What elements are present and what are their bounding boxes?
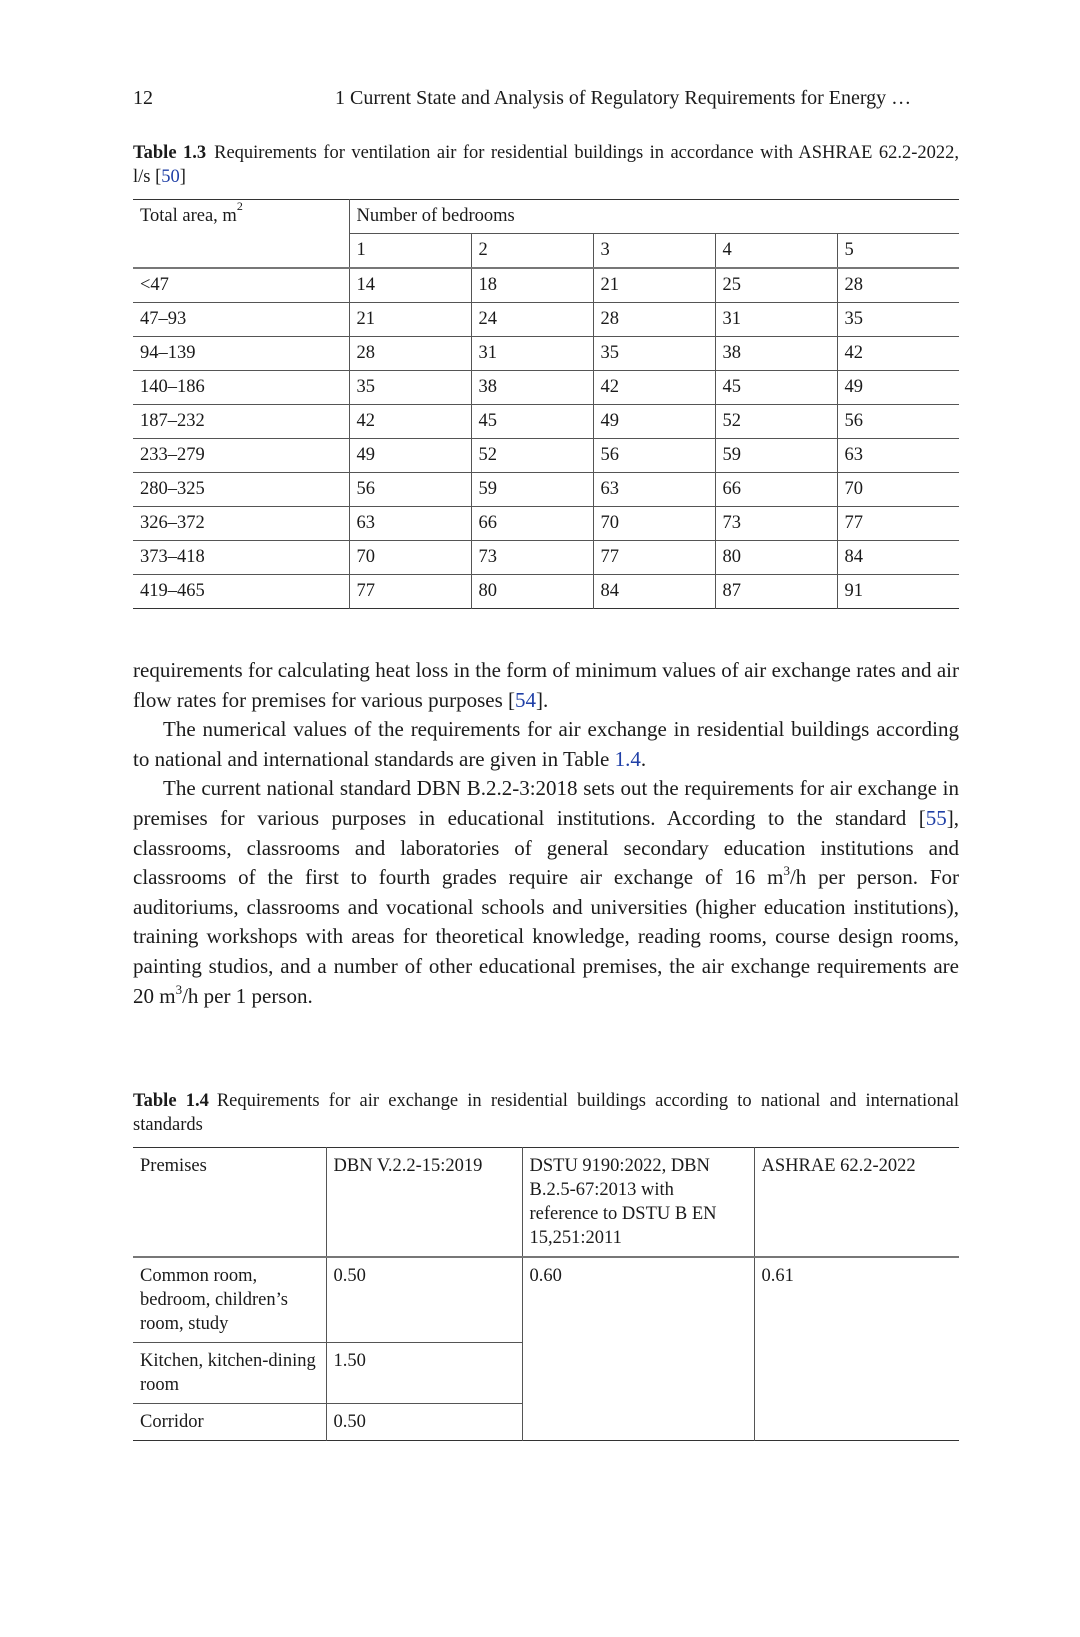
column-header-total-area: Total area, $m^2$: [140, 198, 243, 226]
citation-link-55[interactable]: 55: [925, 805, 947, 830]
value-cell: 52: [471, 439, 593, 473]
table-row: [133, 439, 959, 473]
table-1-4-caption-text: Requirements for air exchange in residential buildings according to national and international standards: [133, 1091, 959, 1135]
paragraph: requirements for calculating heat loss in the form of minimum values of air exchange rates and air flow rates for premises for various purposes [54].: [133, 658, 959, 712]
dstu-value-cell: 0.60: [522, 1257, 754, 1441]
area-cell: 280–325: [133, 473, 349, 507]
value-cell: 84: [593, 575, 715, 609]
table-row: [133, 1257, 959, 1343]
value-cell: 14: [349, 268, 471, 303]
value-cell: 49: [837, 371, 959, 405]
table-row: [133, 405, 959, 439]
column-header-premises: Premises: [140, 1156, 207, 1176]
value-cell: 63: [837, 439, 959, 473]
citation-link-50[interactable]: 50: [161, 167, 180, 187]
area-cell: 233–279: [133, 439, 349, 473]
value-cell: 66: [715, 473, 837, 507]
table-row: [133, 473, 959, 507]
table-row: [133, 507, 959, 541]
value-cell: 49: [349, 439, 471, 473]
table-1-3-caption: Table 1.3 Requirements for ventilation air for residential buildings in accordance with ASHRAE 62.2-2022, l/s [50]: [133, 143, 960, 187]
column-header-dstu: DSTU 9190:2022, DBN B.2.5-67:2013 with reference to DSTU B EN 15,251:2011: [522, 1148, 754, 1258]
value-cell: 52: [715, 405, 837, 439]
value-cell: 38: [471, 371, 593, 405]
area-cell: 47–93: [133, 303, 349, 337]
value-cell: 35: [593, 337, 715, 371]
column-header-ashrae: ASHRAE 62.2-2022: [754, 1148, 959, 1258]
value-cell: 73: [471, 541, 593, 575]
value-cell: 80: [471, 575, 593, 609]
page-number: 12: [133, 87, 153, 109]
column-header-bedrooms-1: 1: [349, 234, 471, 269]
value-cell: 45: [471, 405, 593, 439]
value-cell: 59: [471, 473, 593, 507]
column-header-number-of-bedrooms: Number of bedrooms: [349, 200, 959, 234]
table-1-4-label: Table 1.4: [133, 1091, 209, 1111]
dbn-value-cell: 0.50: [326, 1404, 522, 1441]
column-header-bedrooms-4: 4: [715, 234, 837, 269]
value-cell: 28: [593, 303, 715, 337]
dbn-value-cell: 1.50: [326, 1343, 522, 1404]
value-cell: 77: [837, 507, 959, 541]
value-cell: 24: [471, 303, 593, 337]
premises-cell: Kitchen, kitchen-dining room: [133, 1343, 326, 1404]
value-cell: 70: [837, 473, 959, 507]
value-cell: 70: [593, 507, 715, 541]
dbn-value-cell: 0.50: [326, 1257, 522, 1343]
value-cell: 56: [837, 405, 959, 439]
citation-link-54[interactable]: 54: [514, 687, 536, 712]
value-cell: 45: [715, 371, 837, 405]
value-cell: 77: [349, 575, 471, 609]
value-cell: 31: [471, 337, 593, 371]
column-header-dbn: DBN V.2.2-15:2019: [326, 1148, 522, 1258]
premises-cell: Corridor: [133, 1404, 326, 1441]
table-row: [133, 268, 959, 303]
value-cell: 31: [715, 303, 837, 337]
column-header-bedrooms-2: 2: [471, 234, 593, 269]
value-cell: 21: [349, 303, 471, 337]
value-cell: 63: [349, 507, 471, 541]
table-1-4: [133, 1147, 959, 1441]
value-cell: 59: [715, 439, 837, 473]
area-cell: 187–232: [133, 405, 349, 439]
table-1-4-caption: [133, 1089, 959, 1137]
column-header-bedrooms-3: 3: [593, 234, 715, 269]
column-header-bedrooms-5: 5: [837, 234, 959, 269]
value-cell: 25: [715, 268, 837, 303]
value-cell: 77: [593, 541, 715, 575]
value-cell: 21: [593, 268, 715, 303]
value-cell: 80: [715, 541, 837, 575]
value-cell: 87: [715, 575, 837, 609]
table-row: [133, 337, 959, 371]
value-cell: 63: [593, 473, 715, 507]
table-1-3-caption-text: Requirements for ventilation air for residential buildings in accordance with ASHRAE 62.2-2022, l/s [: [133, 143, 960, 187]
area-cell: 94–139: [133, 337, 349, 371]
table-row: [133, 541, 959, 575]
area-cell: 373–418: [133, 541, 349, 575]
value-cell: 42: [837, 337, 959, 371]
table-reference-link[interactable]: 1.4: [614, 746, 641, 771]
value-cell: 42: [349, 405, 471, 439]
table-row: [133, 575, 959, 609]
premises-cell: Common room, bedroom, children’s room, study: [133, 1257, 326, 1343]
value-cell: 91: [837, 575, 959, 609]
area-cell: 419–465: [133, 575, 349, 609]
table-row: [133, 371, 959, 405]
value-cell: 42: [593, 371, 715, 405]
area-cell: 326–372: [133, 507, 349, 541]
paragraph: The numerical values of the requirements for air exchange in residential buildings according to national and international standards are given in Table 1.4.: [133, 717, 959, 771]
value-cell: 70: [349, 541, 471, 575]
table-row: [133, 303, 959, 337]
table-1-3-label: Table 1.3: [133, 143, 207, 163]
value-cell: 56: [349, 473, 471, 507]
value-cell: 56: [593, 439, 715, 473]
value-cell: 35: [837, 303, 959, 337]
value-cell: 49: [593, 405, 715, 439]
chapter-title: 1 Current State and Analysis of Regulatory Requirements for Energy …: [335, 87, 912, 109]
value-cell: 84: [837, 541, 959, 575]
ashrae-value-cell: 0.61: [754, 1257, 959, 1441]
table-1-3: [133, 199, 959, 609]
value-cell: 18: [471, 268, 593, 303]
area-cell: 140–186: [133, 371, 349, 405]
value-cell: 73: [715, 507, 837, 541]
area-cell: <47: [133, 268, 349, 303]
value-cell: 28: [349, 337, 471, 371]
value-cell: 38: [715, 337, 837, 371]
paragraph: The current national standard DBN B.2.2-3:2018 sets out the requirements for air exchange in premises for various purposes in educational institutions. According to the standard [55], classrooms, classrooms and laboratories of general secondary education institutions and classrooms of the first to fourth grades require air exchange of 16 $m^3/h$ per person. For auditoriums, classrooms and vocational schools and universities (higher education institutions), training workshops with areas for theoretical knowledge, reading rooms, course design rooms, painting studios, and a number of other educational premises, the air exchange requirements are 20 $m^3/h$ per 1 person.: [133, 776, 960, 1008]
value-cell: 28: [837, 268, 959, 303]
value-cell: 66: [471, 507, 593, 541]
value-cell: 35: [349, 371, 471, 405]
body-text: [133, 656, 959, 1011]
